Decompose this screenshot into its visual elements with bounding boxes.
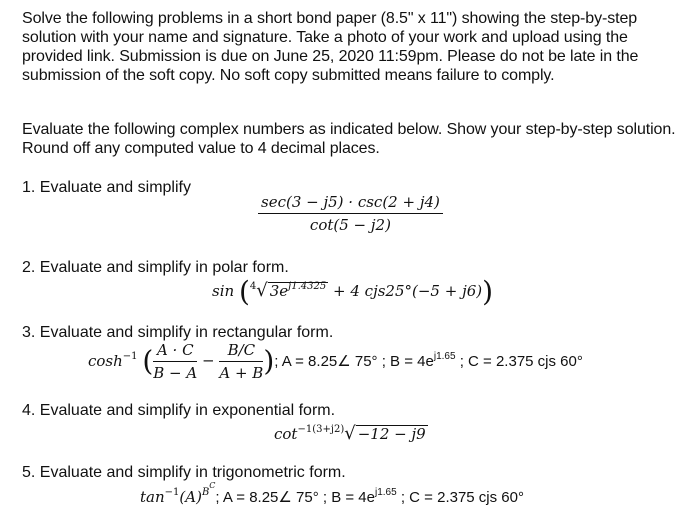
problem-2-tail: + 4 cjs25°(−5 + j6): [333, 282, 483, 300]
problem-2-expression: [212, 275, 494, 308]
radical-icon: √: [344, 423, 356, 444]
problem-3-fraction-2: $\frac{B/C}{A + B}$: [219, 341, 264, 382]
problem-3-label: 3. Evaluate and simplify in rectangular form.: [22, 324, 334, 341]
problem-2-radicand: $3e^{j1.4325}$: [269, 281, 327, 300]
problem-3-open-paren: (: [142, 344, 154, 378]
problem-5-expression: [140, 481, 524, 506]
problem-4-label: 4. Evaluate and simplify in exponential form.: [22, 402, 336, 419]
problem-2-root-index: 4: [249, 281, 257, 292]
problem-1-denominator: cot(5 − j2): [309, 216, 391, 234]
problem-2-function: sin: [212, 282, 235, 300]
intro-paragraph: Solve the following problems in a short bond paper (8.5" x 11") showing the step-by-step solution with your name and signature. Take a photo of your work and upload using the provided link. Submission is due on June 25, 2020 11:59pm. Please do not be late in the submission of the soft copy. No soft copy submitted means failure to comply.: [22, 10, 639, 84]
problem-1-fraction: [258, 193, 443, 234]
problem-3-function: $\cosh^{-1}$: [88, 350, 138, 370]
problem-3-fraction-1: $\frac{A \cdot C}{B - A}$: [153, 341, 198, 382]
problem-3-expression: [88, 341, 583, 382]
problem-5-argument: $(A)^{B^C}$: [179, 481, 216, 506]
problem-5-label: 5. Evaluate and simplify in trigonometric form.: [22, 464, 346, 481]
problem-4-function: $\cot^{-1}$: [274, 424, 313, 443]
problem-2-label: 2. Evaluate and simplify in polar form.: [22, 259, 289, 276]
problem-1-expression: [258, 193, 443, 234]
problem-1-label: 1. Evaluate and simplify: [22, 179, 191, 196]
problem-3-given-values: ; A = 8.25∠ 75° ; $B = 4e^{j1.65}$ ; C = 2.375 cjs 60°: [274, 350, 583, 370]
problem-4-radicand: −12 − j9: [357, 425, 426, 443]
instructions-paragraph: Evaluate the following complex numbers as indicated below. Show your step-by-step solution. Round off any computed value to 4 decimal places.: [22, 121, 676, 157]
problem-2-open-paren: (: [238, 275, 250, 308]
problem-2-close-paren: ): [482, 275, 494, 308]
problem-1-numerator: sec(3 − j5) · csc(2 + j4): [258, 193, 443, 214]
problem-5-function: $\tan^{-1}$: [140, 487, 180, 506]
problem-5-given-values: ; A = 8.25∠ 75° ; $B = 4e^{j1.65}$ ; C = 2.375 cjs 60°: [215, 487, 524, 506]
radical-icon: √: [256, 280, 268, 301]
problem-4-root-index: (3+j2): [312, 424, 345, 435]
problem-3-minus: −: [202, 351, 215, 370]
problem-3-close-paren: ): [263, 344, 275, 378]
problem-4-expression: [274, 423, 428, 444]
